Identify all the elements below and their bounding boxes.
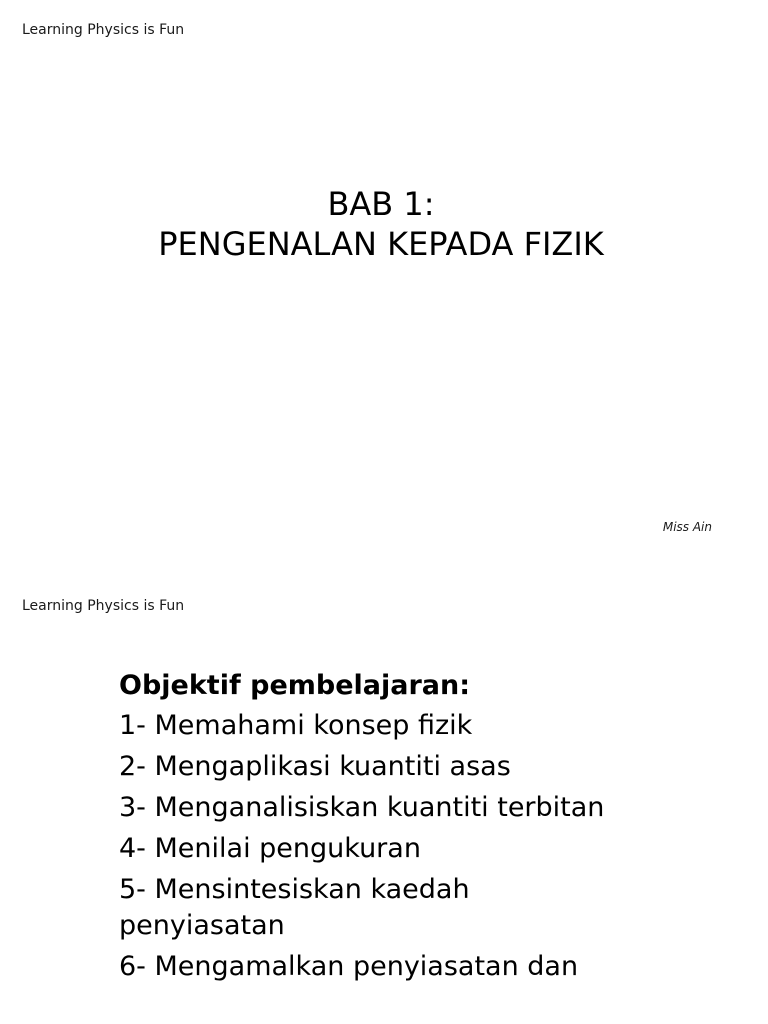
slide-title — [0, 184, 768, 264]
slide-header: Learning Physics is Fun — [22, 598, 185, 614]
slide-header: Learning Physics is Fun — [22, 22, 185, 38]
objectives-heading: Objektif pembelajaran: — [119, 670, 471, 701]
objective-item: 6- Mengamalkan penyiasatan dan — [119, 951, 579, 982]
objective-item: 1- Memahami konsep fizik — [119, 710, 473, 741]
author-name: Miss Ain — [662, 520, 712, 534]
objective-item: 5- Mensintesiskan kaedah penyiasatan — [119, 874, 470, 941]
objectives-block — [119, 668, 639, 990]
objectives-list — [119, 708, 639, 985]
objective-item: 2- Mengaplikasi kuantiti asas — [119, 751, 511, 782]
objective-item: 3- Menganalisiskan kuantiti terbitan — [119, 792, 605, 823]
chapter-number: BAB 1: — [327, 185, 435, 223]
objective-item: 4- Menilai pengukuran — [119, 833, 421, 864]
chapter-title: PENGENALAN KEPADA FIZIK — [158, 225, 604, 263]
objectives-slide — [0, 576, 768, 1024]
